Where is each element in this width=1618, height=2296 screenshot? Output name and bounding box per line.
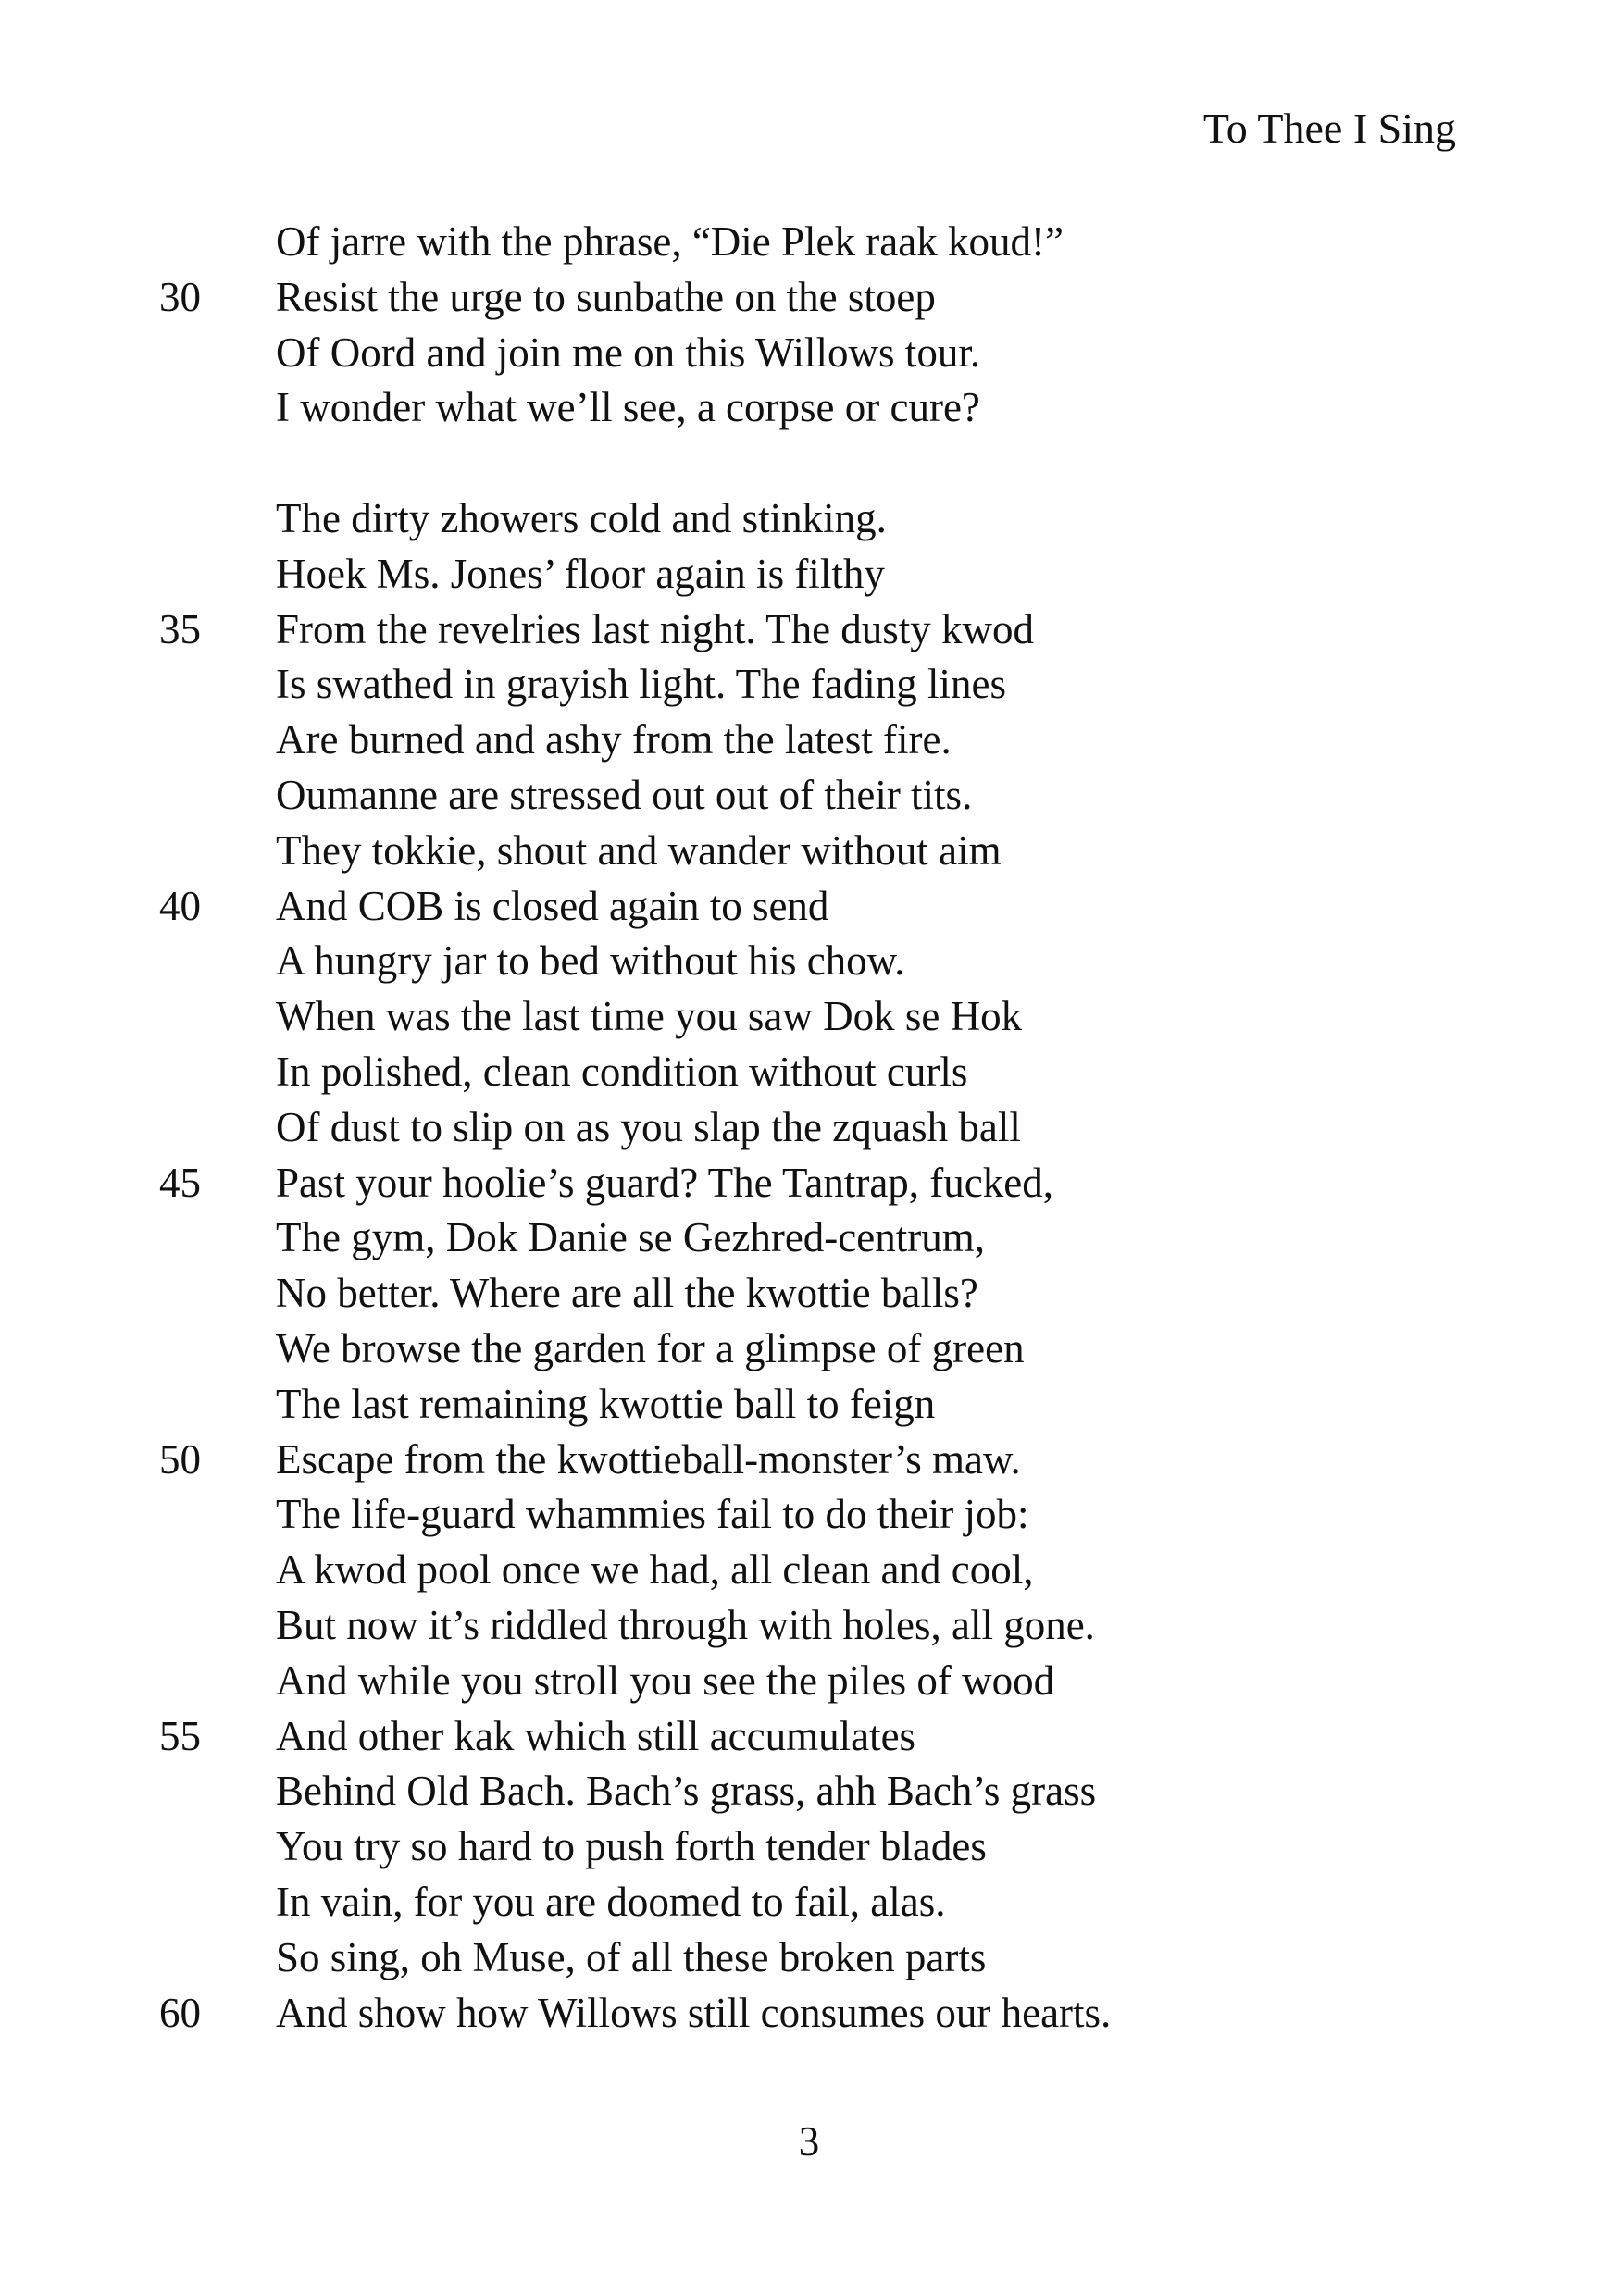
poem-line	[0, 1598, 1618, 1654]
line-text: A kwod pool once we had, all clean and cool,	[276, 1546, 1034, 1594]
line-text: So sing, oh Muse, of all these broken parts	[276, 1933, 987, 1980]
poem-line	[0, 1266, 1618, 1322]
poem-line	[0, 1377, 1618, 1433]
poem-line	[0, 1433, 1618, 1488]
poem-line	[0, 1764, 1618, 1819]
running-header: To Thee I Sing	[1202, 105, 1456, 152]
poem-line	[0, 380, 1618, 436]
poem-line	[0, 547, 1618, 602]
poem-line	[0, 1322, 1618, 1377]
line-text: And while you stroll you see the piles of wood	[276, 1657, 1055, 1704]
line-text: Is swathed in grayish light. The fading lines	[276, 661, 1007, 708]
poem-line	[0, 1819, 1618, 1875]
line-text: In polished, clean condition without curls	[276, 1048, 968, 1095]
line-number: 50	[159, 1435, 201, 1483]
line-text: The dirty zhowers cold and stinking.	[276, 494, 887, 541]
poem-line	[0, 1654, 1618, 1709]
line-text: But now it’s riddled through with holes, all gone.	[276, 1601, 1095, 1648]
poem-line	[0, 713, 1618, 768]
line-number: 55	[159, 1712, 201, 1759]
line-text: We browse the garden for a glimpse of green	[276, 1324, 1025, 1371]
line-number: 40	[159, 882, 201, 929]
poem-line	[0, 879, 1618, 935]
line-text: And COB is closed again to send	[276, 882, 829, 929]
line-text: The life-guard whammies fail to do their job:	[276, 1491, 1029, 1538]
line-text: Resist the urge to sunbathe on the stoep	[276, 273, 936, 320]
poem-line	[0, 934, 1618, 989]
line-text: Are burned and ashy from the latest fire.	[276, 716, 952, 763]
line-text: I wonder what we’ll see, a corpse or cure?	[276, 384, 980, 431]
line-text: Of Oord and join me on this Willows tour.	[276, 329, 981, 376]
line-text: And other kak which still accumulates	[276, 1712, 916, 1759]
poem-line	[0, 1210, 1618, 1266]
poem-line	[0, 491, 1618, 547]
poem-line	[0, 270, 1618, 326]
stanza	[0, 215, 1618, 436]
poem-line	[0, 989, 1618, 1045]
poem-line	[0, 1875, 1618, 1930]
line-number: 60	[159, 1989, 201, 2036]
poem-line	[0, 1156, 1618, 1211]
stanza	[0, 491, 1618, 2041]
line-text: Oumanne are stressed out out of their tits.	[276, 771, 973, 818]
line-text: No better. Where are all the kwottie balls?	[276, 1270, 978, 1317]
page-number: 3	[798, 2118, 820, 2165]
line-text: When was the last time you saw Dok se Hok	[276, 993, 1023, 1040]
line-text: You try so hard to push forth tender blades	[276, 1823, 987, 1870]
line-text: Behind Old Bach. Bach’s grass, ahh Bach’s grass	[276, 1768, 1097, 1815]
poem	[0, 215, 1618, 2041]
line-text: From the revelries last night. The dusty kwod	[276, 605, 1035, 652]
line-text: Of jarre with the phrase, “Die Plek raak koud!”	[276, 218, 1064, 265]
line-number: 35	[159, 605, 201, 652]
poem-line	[0, 824, 1618, 879]
poem-line	[0, 1100, 1618, 1156]
line-text: And show how Willows still consumes our hearts.	[276, 1989, 1112, 2036]
line-text: They tokkie, shout and wander without aim	[276, 826, 1002, 874]
poem-line	[0, 1487, 1618, 1543]
poem-line	[0, 768, 1618, 824]
line-text: In vain, for you are doomed to fail, alas.	[276, 1878, 946, 1925]
line-text: The last remaining kwottie ball to feign	[276, 1380, 936, 1427]
poem-line	[0, 1986, 1618, 2042]
poem-line	[0, 1543, 1618, 1598]
line-text: The gym, Dok Danie se Gezhred-centrum,	[276, 1214, 985, 1261]
line-text: A hungry jar to bed without his chow.	[276, 937, 905, 985]
poem-line	[0, 602, 1618, 658]
poem-line	[0, 1709, 1618, 1765]
poem-line	[0, 326, 1618, 381]
poem-line	[0, 657, 1618, 713]
line-number: 45	[159, 1159, 201, 1206]
poem-line	[0, 1930, 1618, 1986]
line-text: Escape from the kwottieball-monster’s maw.	[276, 1435, 1021, 1483]
stanza-break	[0, 436, 1618, 491]
line-text: Hoek Ms. Jones’ floor again is filthy	[276, 550, 885, 597]
line-number: 30	[159, 273, 201, 320]
poem-line	[0, 215, 1618, 270]
poem-line	[0, 1045, 1618, 1100]
line-text: Of dust to slip on as you slap the zquash ball	[276, 1103, 1021, 1150]
line-text: Past your hoolie’s guard? The Tantrap, fucked,	[276, 1159, 1053, 1206]
